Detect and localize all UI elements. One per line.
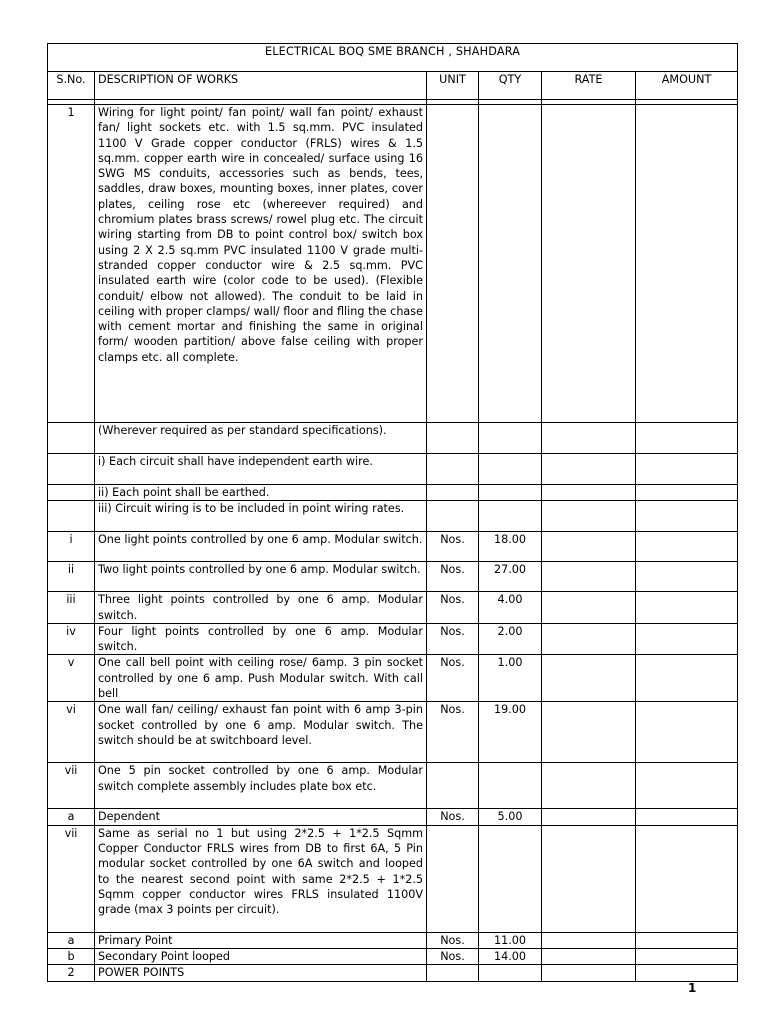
cell-unit (427, 965, 479, 981)
boq-sheet (47, 43, 738, 982)
table-row (48, 809, 738, 825)
cell-description: i) Each circuit shall have independent earth wire. (95, 454, 427, 485)
col-header-unit: UNIT (427, 72, 479, 100)
cell-sno: 2 (48, 965, 95, 981)
cell-sno: iv (48, 623, 95, 655)
table-row (48, 485, 738, 501)
cell-sno: iii (48, 592, 95, 624)
cell-unit (427, 423, 479, 454)
table-row (48, 501, 738, 532)
cell-description: Dependent (95, 809, 427, 825)
cell-rate (542, 825, 636, 932)
cell-qty (479, 763, 542, 809)
cell-rate (542, 948, 636, 964)
cell-rate (542, 423, 636, 454)
cell-unit: Nos. (427, 655, 479, 702)
cell-amount (636, 655, 738, 702)
cell-qty (479, 423, 542, 454)
cell-sno: vii (48, 763, 95, 809)
document-title: ELECTRICAL BOQ SME BRANCH , SHAHDARA (48, 44, 738, 72)
cell-qty (479, 485, 542, 501)
cell-description: One call bell point with ceiling rose/ 6amp. 3 pin socket controlled by one 6 amp. Push Modular switch. With call bell (95, 655, 427, 702)
cell-qty: 19.00 (479, 702, 542, 763)
cell-rate (542, 454, 636, 485)
cell-qty: 4.00 (479, 592, 542, 624)
cell-qty: 18.00 (479, 532, 542, 562)
cell-qty (479, 105, 542, 423)
cell-sno: a (48, 809, 95, 825)
cell-description: Two light points controlled by one 6 amp. Modular switch. (95, 562, 427, 592)
cell-unit: Nos. (427, 932, 479, 948)
cell-rate (542, 623, 636, 655)
cell-description: Four light points controlled by one 6 amp. Modular switch. (95, 623, 427, 655)
cell-sno: v (48, 655, 95, 702)
cell-unit: Nos. (427, 592, 479, 624)
cell-unit: Nos. (427, 562, 479, 592)
cell-sno (48, 423, 95, 454)
cell-qty: 2.00 (479, 623, 542, 655)
cell-rate (542, 532, 636, 562)
cell-amount (636, 932, 738, 948)
cell-unit: Nos. (427, 702, 479, 763)
cell-description: (Wherever required as per standard specifications). (95, 423, 427, 454)
cell-rate (542, 932, 636, 948)
header-row (48, 72, 738, 100)
cell-description: Wiring for light point/ fan point/ wall fan point/ exhaust fan/ light sockets etc. with 1.5 sq.mm. PVC insulated 1100 V Grade copper conductor (FRLS) wires & 1.5 sq.mm. copper earth wire in concealed/ surface using 16 SWG MS conduits, accessories such as bends, tees, saddles, draw boxes, mounting boxes, inner plates, cover plates, ceiling rose etc (whereever required) and chromium plates brass screws/ rowel plug etc. The circuit wiring starting from DB to point control box/ switch box using 2 X 2.5 sq.mm PVC insulated 1100 V grade multi- stranded copper conductor wire & 2.5 sq.mm. PVC insulated earth wire (color code to be used). (Flexible conduit/ elbow not allowed). The conduit to be laid in ceiling with proper clamps/ wall/ floor and flling the chase with cement mortar and finishing the same in original form/ wooden partition/ above false ceiling with proper clamps etc. all complete. (95, 105, 427, 423)
cell-amount (636, 825, 738, 932)
table-row (48, 562, 738, 592)
table-row (48, 105, 738, 423)
cell-sno (48, 454, 95, 485)
cell-description: POWER POINTS (95, 965, 427, 981)
cell-amount (636, 532, 738, 562)
table-row (48, 655, 738, 702)
cell-rate (542, 655, 636, 702)
cell-amount (636, 592, 738, 624)
col-header-rate: RATE (542, 72, 636, 100)
table-row (48, 932, 738, 948)
table-row (48, 454, 738, 485)
cell-description: ii) Each point shall be earthed. (95, 485, 427, 501)
cell-description: One 5 pin socket controlled by one 6 amp. Modular switch complete assembly includes plate box etc. (95, 763, 427, 809)
cell-rate (542, 501, 636, 532)
cell-rate (542, 105, 636, 423)
cell-unit (427, 454, 479, 485)
cell-amount (636, 948, 738, 964)
cell-qty: 5.00 (479, 809, 542, 825)
table-row (48, 948, 738, 964)
table-row (48, 423, 738, 454)
table-row (48, 623, 738, 655)
page-number: 1 (688, 981, 697, 995)
cell-description: iii) Circuit wiring is to be included in point wiring rates. (95, 501, 427, 532)
col-header-description: DESCRIPTION OF WORKS (95, 72, 427, 100)
cell-unit (427, 105, 479, 423)
cell-amount (636, 501, 738, 532)
table-row (48, 763, 738, 809)
table-row (48, 965, 738, 981)
cell-sno: ii (48, 562, 95, 592)
cell-description: Three light points controlled by one 6 amp. Modular switch. (95, 592, 427, 624)
cell-unit: Nos. (427, 532, 479, 562)
cell-qty (479, 501, 542, 532)
cell-amount (636, 454, 738, 485)
cell-amount (636, 623, 738, 655)
table-row (48, 592, 738, 624)
cell-amount (636, 562, 738, 592)
cell-amount (636, 423, 738, 454)
cell-sno: 1 (48, 105, 95, 423)
cell-sno: vi (48, 702, 95, 763)
cell-rate (542, 763, 636, 809)
cell-rate (542, 702, 636, 763)
cell-rate (542, 485, 636, 501)
title-row (48, 44, 738, 72)
cell-amount (636, 965, 738, 981)
cell-description: One wall fan/ ceiling/ exhaust fan point with 6 amp 3-pin socket controlled by one 6 amp. Modular switch. The switch should be at switchboard level. (95, 702, 427, 763)
table-row (48, 532, 738, 562)
cell-sno: b (48, 948, 95, 964)
cell-unit (427, 501, 479, 532)
cell-qty (479, 825, 542, 932)
cell-qty: 11.00 (479, 932, 542, 948)
cell-sno: a (48, 932, 95, 948)
boq-table (47, 43, 738, 982)
col-header-sno: S.No. (48, 72, 95, 100)
cell-amount (636, 105, 738, 423)
cell-amount (636, 702, 738, 763)
cell-amount (636, 763, 738, 809)
cell-sno: vii (48, 825, 95, 932)
cell-unit: Nos. (427, 809, 479, 825)
cell-unit (427, 763, 479, 809)
cell-sno (48, 485, 95, 501)
cell-unit (427, 825, 479, 932)
col-header-amount: AMOUNT (636, 72, 738, 100)
cell-qty: 14.00 (479, 948, 542, 964)
cell-qty (479, 454, 542, 485)
cell-unit (427, 485, 479, 501)
cell-qty: 27.00 (479, 562, 542, 592)
cell-qty (479, 965, 542, 981)
cell-rate (542, 562, 636, 592)
cell-description: One light points controlled by one 6 amp. Modular switch. (95, 532, 427, 562)
cell-description: Secondary Point looped (95, 948, 427, 964)
col-header-qty: QTY (479, 72, 542, 100)
cell-amount (636, 809, 738, 825)
cell-unit: Nos. (427, 948, 479, 964)
cell-rate (542, 592, 636, 624)
table-row (48, 702, 738, 763)
cell-qty: 1.00 (479, 655, 542, 702)
cell-rate (542, 965, 636, 981)
cell-description: Primary Point (95, 932, 427, 948)
cell-sno (48, 501, 95, 532)
cell-description: Same as serial no 1 but using 2*2.5 + 1*2.5 Sqmm Copper Conductor FRLS wires from DB to first 6A, 5 Pin modular socket controlled by one 6A switch and looped to the nearest second point with same 2*2.5 + 1*2.5 Sqmm copper conductor wires FRLS insulated 1100V grade (max 3 points per circuit). (95, 825, 427, 932)
cell-amount (636, 485, 738, 501)
cell-unit: Nos. (427, 623, 479, 655)
table-row (48, 825, 738, 932)
cell-sno: i (48, 532, 95, 562)
cell-rate (542, 809, 636, 825)
